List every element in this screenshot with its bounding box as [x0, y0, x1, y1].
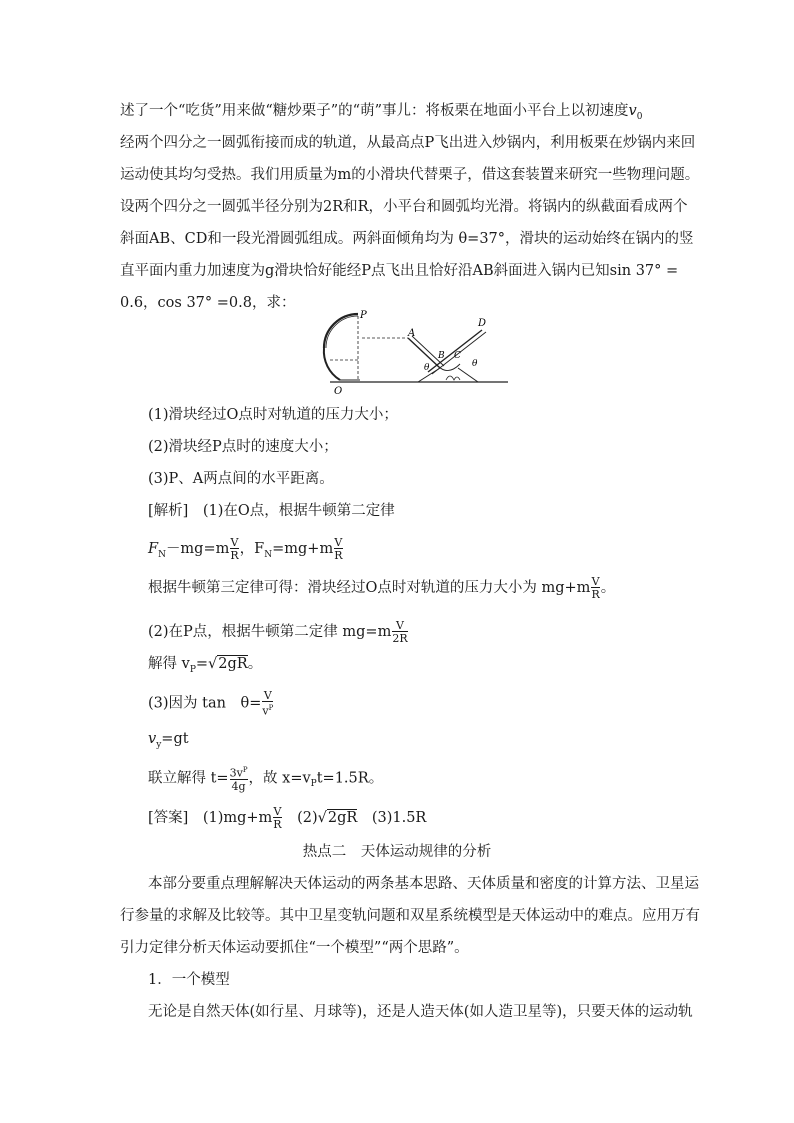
intro-line-7: 0.6，cos 37° =0.8，求： [120, 295, 296, 311]
intro-line-1: 述了一个“吃货”用来做“糖炒栗子”的“萌”事儿：将板栗在地面小平台上以初速度$v_0$ [120, 103, 643, 122]
big-arc [324, 314, 358, 348]
solution-answer: [答案] (1)mg+m $\frac{V}{R}$ (2)√2gR (3)1.5R [148, 805, 427, 831]
label-o: O [334, 386, 343, 397]
section-para-2: 行参量的求解及比较等。其中卫星变轨问题和双星系统模型是天体运动中的难点。应用万有 [120, 908, 700, 924]
track-and-wok-figure [300, 308, 510, 398]
section-para-4: 无论是自然天体(如行星、月球等)，还是人造天体(如人造卫星等)，只要天体的运动轨 [148, 1004, 693, 1020]
intro-line-4: 设两个四分之一圆弧半径分别为2R和R，小平台和圆弧均光滑。将锅内的纵截面看成两个 [120, 199, 688, 215]
label-p: P [360, 310, 367, 321]
label-c: C [454, 351, 461, 361]
label-d: D [478, 318, 487, 329]
label-a: A [408, 328, 416, 339]
section-para-1: 本部分要重点理解解决天体运动的两条基本思路、天体质量和密度的计算方法、卫星运 [148, 876, 699, 892]
section-title: 热点二 天体运动规律的分析 [302, 844, 492, 860]
solution-p-point: (2)在P点，根据牛顿第二定律 mg=m $\frac{V}{2R}$ [148, 619, 408, 645]
solution-combine: 联立解得 t= $\frac{3v^P}{4g}$ ，故 $x=v_Pt=1.5R$。 [148, 766, 384, 793]
question-3: (3)P、A两点间的水平距离。 [148, 471, 334, 487]
solution-vy: $v_y=gt$ [148, 731, 189, 750]
big-arc-inner [326, 316, 358, 348]
small-arc [324, 348, 340, 380]
section-heading-1: 1．一个模型 [148, 972, 230, 988]
solution-tan: (3)因为 tan θ= $\frac{V}{v^P}$ [148, 689, 274, 718]
solution-vp: 解得 $v_P=√2gR$。 [148, 656, 263, 675]
solution-third-law: 根据牛顿第三定律可得：滑块经过O点时对轨道的压力大小为 mg+m $\frac{V}{R}$ 。 [148, 575, 616, 601]
intro-line-5: 斜面AB、CD和一段光滑圆弧组成。两斜面倾角均为 θ=37°，滑块的运动始终在锅内的竖 [120, 231, 694, 247]
intro-line-2: 经两个四分之一圆弧衔接而成的轨道，从最高点P飞出进入炒锅内，利用板栗在炒锅内来回 [120, 135, 696, 151]
leg-right [458, 368, 478, 382]
solution-head: [解析] (1)在O点，根据牛顿第二定律 [148, 503, 395, 519]
fire-icon [446, 376, 460, 380]
intro-line-6: 直平面内重力加速度为g滑块恰好能经P点飞出且恰好沿AB斜面进入锅内已知sin 37° = [120, 263, 679, 279]
label-theta-left: θ [424, 363, 430, 373]
label-b: B [438, 351, 445, 361]
question-1: (1)滑块经过O点时对轨道的压力大小； [148, 407, 398, 423]
label-theta-right: θ [472, 359, 478, 369]
question-2: (2)滑块经P点时的速度大小； [148, 439, 338, 455]
intro-line-3: 运动使其均匀受热。我们用质量为m的小滑块代替栗子，借这套装置来研究一些物理问题。 [120, 167, 700, 183]
solution-eq1: $F_N-mg=m$ $\frac{V}{R}$ ，$F_N=mg+m$ $\frac{V}{R}$ [148, 536, 343, 562]
section-para-3: 引力定律分析天体运动要抓住“一个模型”“两个思路”。 [120, 940, 469, 956]
